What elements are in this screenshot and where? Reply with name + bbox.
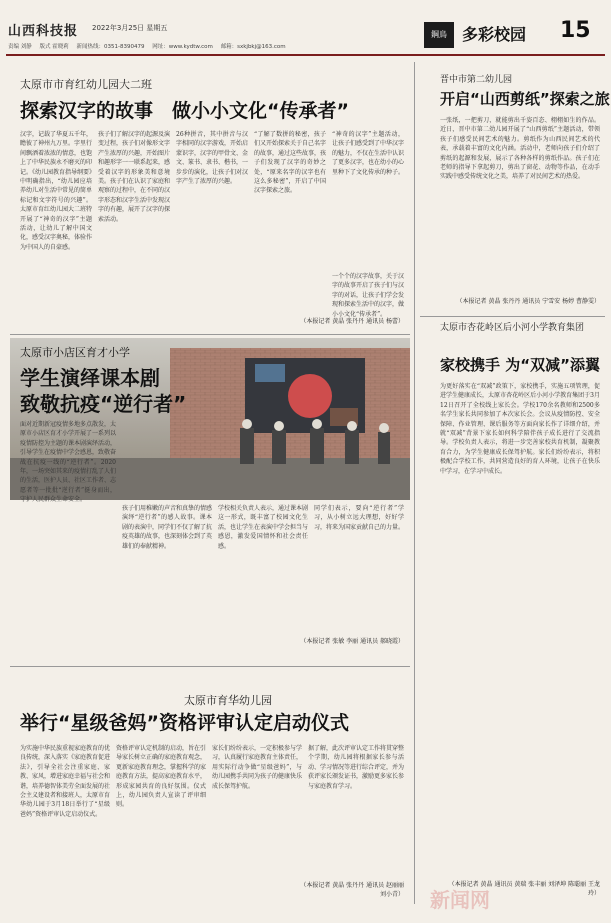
article2-col2: 孩子们用稚嫩的声音和真挚的情感演绎“逆行者”的感人故事。课本剧的表演中，同学们不仅了解了抗疫英雄的故事，也深刻体会到了英雄们的奉献精神。: [122, 505, 213, 550]
article1-col5: “神奇的汉字”主题活动，让孩子们感受到了中华汉字的魅力，不仅在生活中认识了更多汉字，也在幼小的心里种下了文化传承的种子。: [332, 131, 405, 176]
article1-col1: 汉字，记载了华夏五千年，瞻彼了神州九万里。字里行间飘洒着浓浓的情意，也饱上了中华民族永不磨灭的印记。《幼儿园教育指导纲要》中明确指出，“幼儿园应培养幼儿对生活中常见的简单标记和文字符号的兴趣”。太原市育红幼儿园大二班特开展了“神奇的汉字”主题活动，让幼儿了解中国文化，感受汉字奥秘，体验作为中国人的自豪感。: [20, 131, 93, 251]
article1-byline: （本报记者 黄晶 张丹丹 通讯员 杨蕾）: [300, 318, 404, 325]
article3-body: 一张纸，一把剪刀，就能剪出千姿百态、栩栩如生的作品。近日，晋中市第二幼儿园开展了“山西剪纸”主题活动，带领孩子们感受民间艺术的魅力。剪纸作为山西民间艺术的代表，承载着丰富的文化内涵。活动中，老师向孩子们介绍了剪纸的起源和发展，展示了各种各样的剪纸作品。孩子们在老师的指导下拿起剪刀，剪出了窗花、动物等作品，在动手实践中感受传统文化之美，培养了对民间艺术的热爱。: [440, 117, 600, 181]
masthead: [0, 0, 611, 52]
article4-byline: （本报记者 黄晶 通讯员 黄瑞 张丰丽 刘泽坤 陈聪丽 王龙玲）: [448, 881, 600, 897]
article5-col2: 资格评审认定机制的启动，旨在引导家长树立正确的家庭教育观念，更新家庭教育理念，掌握科学的家庭教育方法，提高家庭教育水平，形成家园共育的良好氛围。仪式上，幼儿园负责人宣读了评审细则。: [116, 745, 207, 809]
masthead-rule: [6, 54, 605, 56]
article2-col4: 同学们表示，要向“逆行者”学习，从小树立远大理想，好好学习，将来为国家贡献自己的力量。: [314, 505, 405, 531]
article3-headline: 开启“山西剪纸”探索之旅: [440, 90, 610, 108]
article2-col1: 面对近期新冠疫情多地多点散发，太原市小店区育才小学开展了一系列以疫情防控为主题的课本剧演绎活动，引导学生在疫情中学会感恩，致敬奋战在抗疫一线的“逆行者”。2020年，一场突如其来的疫情打乱了人们的生活，医护人员、社区工作者、志愿者等一批批“逆行者”挺身而出，守护人民群众生命安全。: [20, 421, 117, 504]
email[interactable]: 邮箱：sxkjbkj@163.com: [220, 44, 286, 50]
article5-kicker: 太原市育华幼儿园: [184, 694, 272, 707]
article5-byline: （本报记者 黄晶 张丹丹 通讯员 赵丽丽 刘小青）: [300, 882, 404, 898]
article1-col3: 26种拼音，其中拼音与汉字相同的汉字游戏，开始启蒙识字，汉字的甲骨文、金文、篆书、隶书、楷书，一步步的演化，让孩子们对汉字产生了浓厚的兴趣。: [176, 131, 249, 186]
watermark: 新闻网: [430, 888, 490, 912]
article5-col1: 为实施中华民族重视家庭教育的优良传统，深入落实《家庭教育促进法》，引导全社会注重家庭、家教、家风，增进家庭幸福与社会和谐，培养德智体美劳全面发展的社会主义建设者和接班人，太原市育华幼儿园于3月18日举行了“星级爸妈”资格评审认定启动仪式。: [20, 745, 111, 818]
article2-col3: 学校相关负责人表示，通过课本剧这一形式，既丰富了校园文化生活，也让学生在表演中学会担当与感恩，激发爱国情怀和社会责任感。: [218, 505, 309, 550]
article5-col3: 家长们纷纷表示，一定积极参与学习，认真履行家庭教育主体责任，用实际行动争做“星级爸妈”，与幼儿园携手共同为孩子的健康快乐成长保驾护航。: [212, 745, 303, 790]
article3-divider: [420, 316, 605, 317]
article2-divider: [10, 666, 410, 667]
section-title: 多彩校园: [462, 25, 527, 44]
website[interactable]: 网址：www.kydtw.com: [152, 44, 213, 50]
newspaper-logo: 山西科技报: [8, 24, 79, 39]
article4-headline: 家校携手 为“双减”添翼: [440, 356, 600, 374]
article1-col4: “了解了数拼的秘密，孩子们又开始探索关于自己名字的故事，通过这些故事，孩子们发现了汉字的奇妙之处，“原来名字的汉字也有这么多秘密”，开启了中国汉字探索之旅。: [254, 131, 327, 195]
article1-col6: 一个个的汉字故事，关于汉字的故事开启了孩子们与汉字的对话，让孩子们学会发现和探索生活中的汉字，做小小文化“传承者”。: [332, 273, 405, 318]
hotline: 新闻热线：0351-8390479: [76, 44, 145, 50]
article1-headline: 探索汉字的故事 做小小文化“传承者”: [20, 100, 349, 122]
page-number: 15: [560, 18, 591, 43]
article5-col4: 据了解，此次评审认定工作将贯穿整个学期，幼儿园将根据家长参与活动、学习情况等进行综合评定，并为获评家长颁发证书，激励更多家长参与家庭教育学习。: [308, 745, 405, 790]
article4-kicker: 太原市杏花岭区后小河小学教育集团: [440, 323, 585, 333]
masthead-meta: [8, 42, 292, 50]
layout-editor: 版式 霍晓莉: [39, 44, 69, 50]
article4-body: 为更好落实在“双减”政策下，家校携手，实施五项管理，促进学生健康成长，太原市杏花岭区后小河小学教育集团于3月12日召开了全校线上家长会。学校170余名教师和2500多名学生家长共同参加了本次家长会。会议从疫情防控、安全保障、作业管理、课后服务等方面向家长作了详细介绍，并就“双减”背景下家长如何科学陪伴孩子成长进行了交流指导。学校负责人表示，将进一步完善家校共育机制，凝聚教育合力，为学生健康成长保驾护航。家长们纷纷表示，将积极配合学校工作，共同营造良好的育人环境，让孩子在快乐中学习，在学习中成长。: [440, 383, 600, 475]
article5-headline: 举行“星级爸妈”资格评审认定启动仪式: [20, 712, 349, 734]
article3-byline: （本报记者 黄晶 张丹丹 通讯员 宁雪安 杨婷 曹静雯）: [456, 298, 600, 305]
editor: 责编 刘静: [8, 44, 32, 50]
column-divider: [414, 62, 415, 904]
article3-kicker: 晋中市第二幼儿园: [440, 75, 513, 85]
issue-date: 2022年3月25日 星期五: [92, 24, 168, 32]
article1-divider: [10, 334, 410, 335]
section-tag: 鋼鳥: [424, 22, 454, 48]
article2-headline-line1: 学生演绎课本剧: [20, 366, 160, 390]
article1-col2: 孩子们了解汉字的起源及演变过程，孩子们对像形文字产生浓厚的兴趣，开始图片和趣形字一一联系起来，感受着汉字的形象美和意境美。孩子们在认识了家庭和观察的过程中，在不同的汉字形态和汉字生活中发现汉字的有趣，展开了汉字的探索活动。: [98, 131, 171, 223]
article1-kicker: 太原市市育红幼儿园大二班: [20, 78, 152, 91]
article2-byline: （本报记者 张敏 李丽 通讯员 郝晓霞）: [300, 638, 404, 645]
article2-kicker: 太原市小店区育才小学: [20, 346, 130, 359]
article2-headline-line2: 致敬抗疫“逆行者”: [20, 392, 187, 416]
